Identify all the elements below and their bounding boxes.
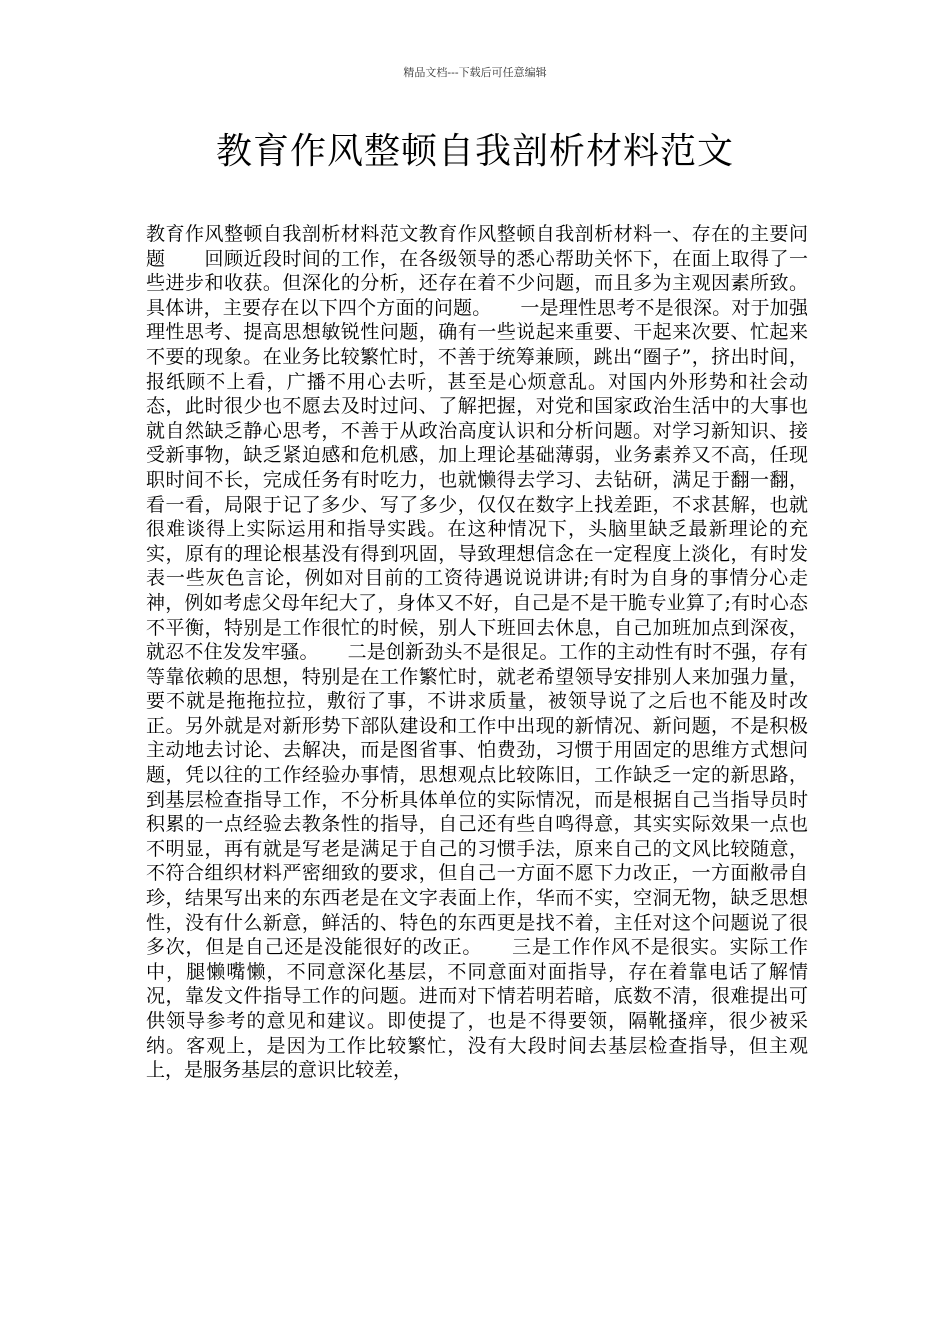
document-body: 教育作风整顿自我剖析材料范文教育作风整顿自我剖析材料一、存在的主要问题 回顾近段时间的工作，在各级领导的悉心帮助关怀下，在面上取得了一些进步和收获。但深化的分析，还存在着不少问题，而且多为主观因素所致。具体讲，主要存在以下四个方面的问题。 一是理性思考不是很深。对于加强理性思考、提高思想敏锐性问题，确有一些说起来重要、干起来次要、忙起来不要的现象。在业务比较繁忙时，不善于统筹兼顾，跳出“圈子”，挤出时间，报纸顾不上看，广播不用心去听，甚至是心烦意乱。对国内外形势和社会动态，此时很少也不愿去及时过问、了解把握，对党和国家政治生活中的大事也就自然缺乏静心思考，不善于从政治高度认识和分析问题。对学习新知识、接受新事物，缺乏紧迫感和危机感，加上理论基础薄弱，业务素养又不高，任现职时间不长，完成任务有时吃力，也就懒得去学习、去钻研，满足于翻一翻，看一看，局限于记了多少、写了多少，仅仅在数字上找差距，不求甚解，也就很难谈得上实际运用和指导实践。在这种情况下，头脑里缺乏最新理论的充实，原有的理论根基没有得到巩固，导致理想信念在一定程度上淡化，有时发表一些灰色言论，例如对目前的工资待遇说说讲讲;有时为自身的事情分心走神，例如考虑父母年纪大了，身体又不好，自己是不是干脆专业算了;有时心态不平衡，特别是工作很忙的时候，别人下班回去休息，自己加班加点到深夜，就忍不住发发牢骚。 二是创新劲头不是很足。工作的主动性有时不强，存有等靠依赖的思想，特别是在工作繁忙时，就老希望领导安排别人来加强力量，要不就是拖拖拉拉，敷衍了事，不讲求质量，被领导说了之后也不能及时改正。另外就是对新形势下部队建设和工作中出现的新情况、新问题，不是积极主动地去讨论、去解决，而是图省事、怕费劲，习惯于用固定的思维方式想问题，凭以往的工作经验办事情，思想观点比较陈旧，工作缺乏一定的新思路，到基层检查指导工作，不分析具体单位的实际情况，而是根据自己当指导员时积累的一点经验去教条性的指导，自己还有些自鸣得意，其实实际效果一点也不明显，再有就是写老是满足于自己的习惯手法，原来自己的文风比较随意，不符合组织材料严密细致的要求，但自己一方面不愿下力改正，一方面敝帚自珍，结果写出来的东西老是在文字表面上作，华而不实，空洞无物，缺乏思想性，没有什么新意，鲜活的、特色的东西更是找不着，主任对这个问题说了很多次，但是自己还是没能很好的改正。 三是工作作风不是很实。实际工作中，腿懒嘴懒，不同意深化基层，不同意面对面指导，存在着靠电话了解情况，靠发文件指导工作的问题。进而对下情若明若暗，底数不清，很难提出可供领导参考的意见和建议。即使提了，也是不得要领，隔靴搔痒，很少被采纳。客观上，是因为工作比较繁忙，没有大段时间去基层检查指导，但主观上，是服务基层的意识比较差， bbox=[146, 223, 808, 1082]
header-note: 精品文档---下载后可任意编辑 bbox=[403, 66, 547, 79]
document-title: 教育作风整顿自我剖析材料范文 bbox=[215, 131, 734, 172]
